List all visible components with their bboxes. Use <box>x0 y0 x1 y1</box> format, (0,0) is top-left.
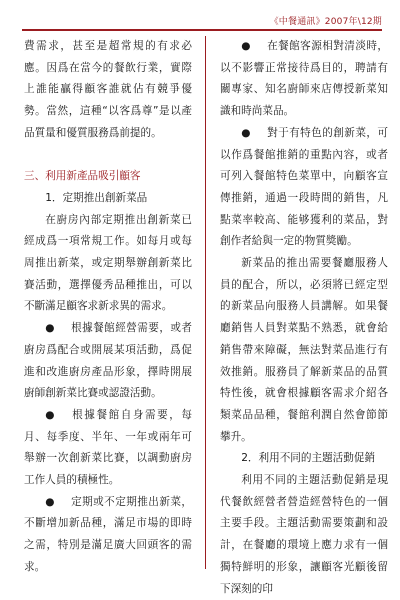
page-header <box>0 0 400 34</box>
bullet-item-2 <box>24 405 192 492</box>
paragraph-service-staff: 新菜品的推出需要餐廳服務人員的配合，所以，必須將已經定型的新菜品向服務人員講解。如果餐廳銷售人員對菜點不熟悉，就會給銷售帶來障礙，無法對菜品進行有效推銷。服務員了解新菜品的品質特性後，就會根據顧客需求介紹各類菜品品種，餐館利潤自然會節節攀升。 <box>220 257 388 443</box>
bullet-icon: ● <box>241 40 251 52</box>
bullet-text-1: 根據餐館經營需要，或者廚房爲配合或開展某項活動，爲促進和改進廚房產品形象，擇時開展廚師創新菜比賽或認證活動。 <box>24 322 192 400</box>
bullet-item-3 <box>24 492 192 579</box>
bullet-icon: ● <box>45 322 55 335</box>
right-column <box>220 36 388 600</box>
bullet-item-4 <box>220 36 388 123</box>
bullet-text-3: 定期或不定期推出新菜，不斷增加新品種，滿足市場的即時之需，特別是滿足廣大回頭客的需求。 <box>24 495 192 573</box>
bullet-text-4: 在餐館客源相對清淡時，以不影響正常接待爲目的，聘請有關專家、知名廚師來店傳授新菜知識和時尚菜品。 <box>220 40 388 118</box>
journal-title: 《中餐通訊》2007年\12期 <box>269 17 382 27</box>
bullet-text-2: 根據餐館自身需要，每月、每季度、半年、一年或兩年可舉辦一次創新菜比賽，以調動廚房工作人員的積極性。 <box>24 408 192 487</box>
column-divider <box>205 36 206 569</box>
bullet-icon: ● <box>241 126 251 139</box>
left-column <box>24 36 192 579</box>
bullet-item-5 <box>220 123 388 253</box>
subheading-1: 1．定期推出創新菜品 <box>45 191 148 204</box>
paragraph-new-dishes: 在廚房內部定期推出創新菜已經成爲一項常規工作。如每月或每周推出新菜，或定期舉辦創新菜比賽活動，選擇優秀品種推出，可以不斷滿足顧客求新求異的需求。 <box>24 213 192 313</box>
bullet-item-1 <box>24 318 192 405</box>
bullet-icon: ● <box>45 408 55 421</box>
subheading-2: 2．利用不同的主題活動促銷 <box>241 452 376 465</box>
bullet-text-5: 對于有特色的創新菜，可以作爲餐館推銷的重點內容，或者可列入餐館特色菜單中，向顧客宣傳推銷，通過一段時間的銷售，凡點菜率較高、能够獲利的菜品，對創作者給與一定的物質獎勵。 <box>220 126 388 248</box>
section-heading: 三、利用新產品吸引顧客 <box>24 170 141 183</box>
header-rule <box>22 29 382 31</box>
bullet-icon: ● <box>45 495 55 508</box>
paragraph-continued: 費需求，甚至是超常規的有求必應。因爲在當今的餐飲行業，實際上誰能贏得顧客誰就佔有競爭優勢。當然，這種“以客爲尊”是以產品質量和優質服務爲前提的。 <box>24 40 192 139</box>
paragraph-theme-events: 利用不同的主題活動促銷是現代餐飲經營者營造經營特色的一個主要手段。主題活動需要策劃和設計，在餐廳的環境上應力求有一個獨特鮮明的形象，讓顧客光顧後留下深刻的印 <box>220 474 388 595</box>
